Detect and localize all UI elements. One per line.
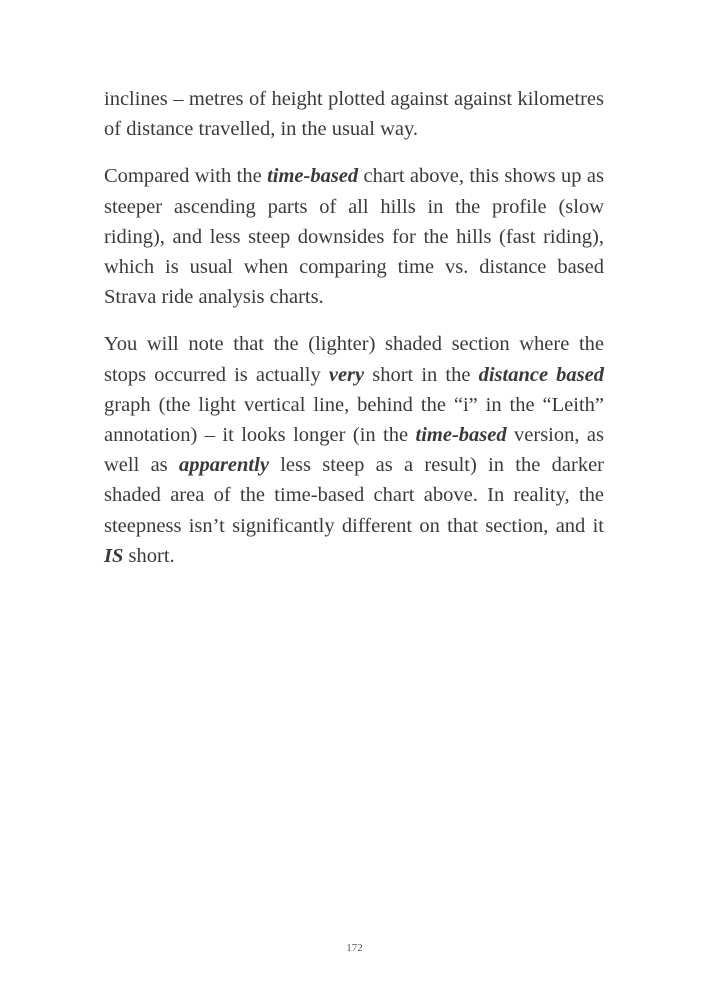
emphasized-text: apparently: [178, 454, 269, 477]
emphasized-text: time-based: [415, 424, 507, 447]
paragraph-3: [104, 329, 604, 571]
text-run: inclines – metres of height plotted against against kilometres of distance travelled, in the usual way.: [104, 88, 604, 141]
emphasized-text: time-based: [267, 165, 359, 188]
text-run: version, as well as: [104, 424, 604, 477]
emphasized-text: very: [328, 363, 365, 386]
emphasized-text: distance based: [478, 363, 604, 386]
text-run: short in the: [364, 363, 479, 386]
text-run: chart above, this shows up as steeper ascending parts of all hills in the profile (slow riding), and less steep downsides for the hills (fast riding), which is usual when comparing time vs. distance based Strava ride analysis charts.: [104, 165, 604, 309]
paragraph-1: [104, 84, 604, 144]
text-run: short.: [123, 544, 175, 567]
paragraph-2: [104, 161, 604, 312]
emphasized-text: IS: [104, 544, 124, 567]
page-number: 172: [346, 942, 363, 954]
body-text: [104, 84, 604, 588]
text-run: Compared with the: [104, 165, 268, 188]
text-run: You will note that the (lighter) shaded section where the stops occurred is actually: [104, 333, 604, 386]
text-run: less steep as a result) in the darker shaded area of the time-based chart above. In reality, the steepness isn’t significantly different on that section, and it: [104, 454, 604, 537]
text-run: graph (the light vertical line, behind the “i” in the “Leith” annotation) – it looks longer (in the: [104, 393, 604, 447]
